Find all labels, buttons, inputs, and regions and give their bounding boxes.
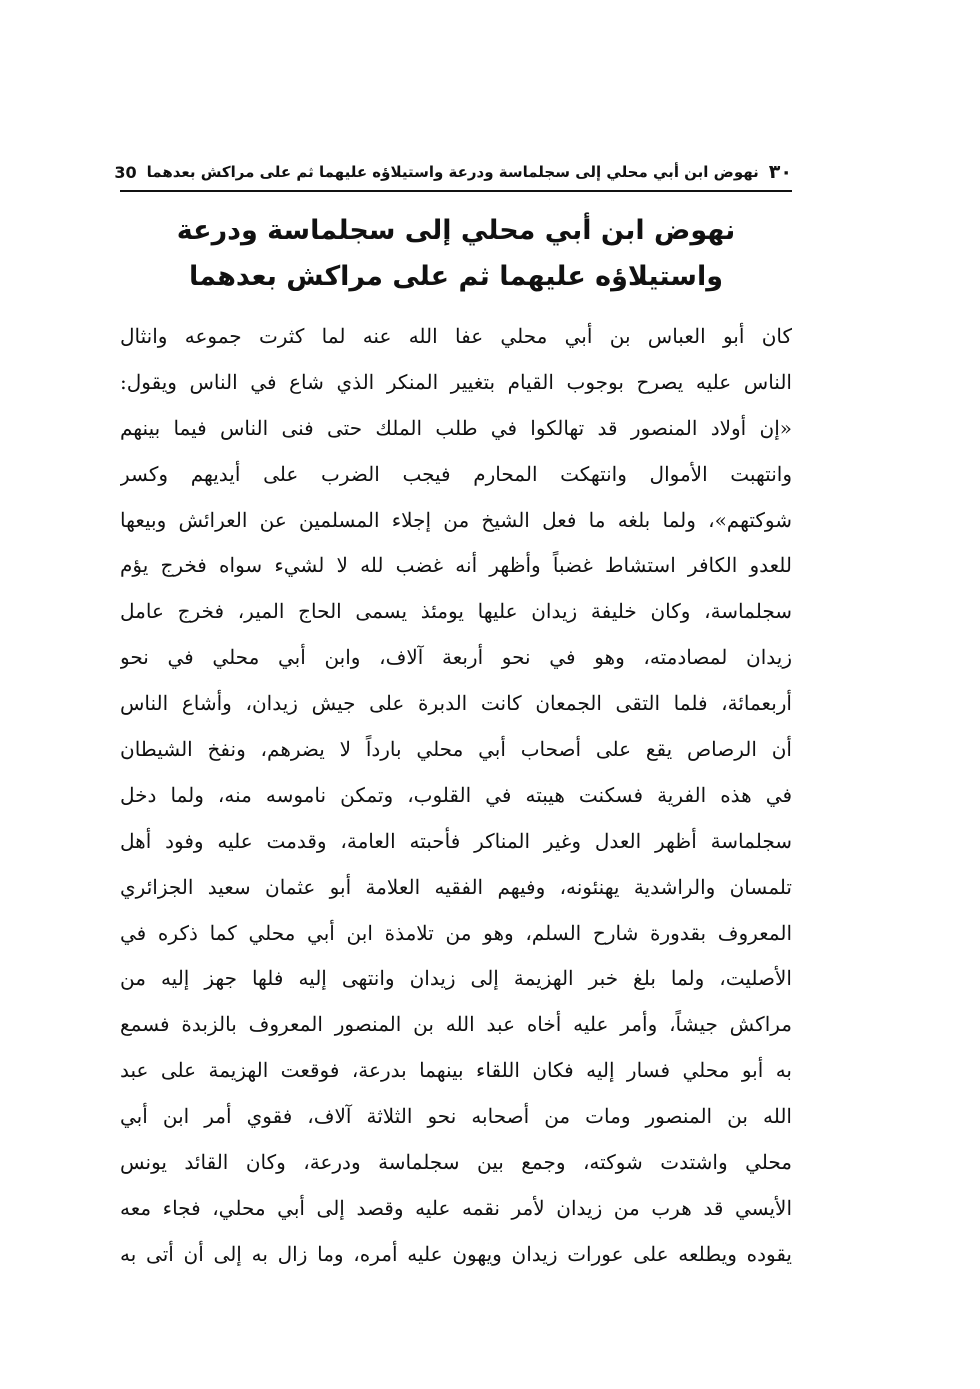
- body-text: [120, 314, 792, 1278]
- body-line: الأيسي قد هرب من زيدان لأمر نقمه عليه وقصد إلى أبي محلي، فجاء معه: [120, 1195, 792, 1220]
- body-line: في هذه الفرية فسكنت هيبته في القلوب، وتمكن ناموسه منه، ولما دخل: [120, 782, 792, 807]
- header-divider: [120, 190, 792, 192]
- chapter-title-line-1: نهوض ابن أبي محلي إلى سجلماسة ودرعة: [176, 215, 736, 246]
- body-line: تلمسان والراشدية يهنئونه، وفيهم الفقيه العلامة أبو عثمان سعيد الجزائري: [120, 874, 792, 899]
- body-line: أربعمائة، فلما التقى الجمعان كانت الدبرة على جيش زيدان، وأشاع الناس: [120, 691, 792, 716]
- body-line: سجلماسة، وكان خليفة زيدان عليها يومئذ يسمى الحاج المير، فخرج عامل: [120, 599, 792, 624]
- body-line: محلي واشتدت شوكته، وجمع بين سجلماسة ودرعة، وكان القائد يونس: [120, 1150, 792, 1175]
- body-line: سجلماسة أظهر العدل وغير المناكر فأحبته العامة، وقدمت عليه وفود أهل: [120, 828, 792, 853]
- body-line: زيدان لمصادمته، وهو في نحو أربعة آلاف، وابن أبي محلي في نحو: [120, 645, 792, 670]
- body-line: الله بن المنصور ومات من أصحابه نحو الثلاثة آلاف، فقوي أمر ابن أبي: [120, 1104, 792, 1129]
- body-line: «إن أولاد المنصور قد تهالكوا في طلب الملك حتى فنى الناس فيما بينهم: [120, 415, 792, 440]
- body-line: شوكتهم»، ولما بلغه ما فعل الشيخ من إجلاء المسلمين عن العرائش وبيعها: [120, 507, 792, 532]
- running-title: نهوض ابن أبي محلي إلى سجلماسة ودرعة واستيلاؤه عليهما ثم على مراكش بعدهما: [146, 163, 759, 181]
- running-header: [114, 156, 792, 188]
- body-line: كان أبو العباس بن أبي محلي عفا الله عنه لما كثرت جموعه وانثال: [120, 324, 792, 348]
- body-line: المعروف بقدورة شارح السلم، وهو من تلامذة ابن أبي محلي كما ذكره في: [120, 920, 792, 945]
- body-line: مراكش جيشاً، وأمر عليه أخاه عبد الله بن المنصور المعروف بالزبدة فسمع: [120, 1012, 792, 1037]
- body-line: الناس عليه يصرح بوجوب القيام بتغيير المنكر الذي شاع في الناس ويقول:: [120, 369, 792, 394]
- body-line: للعدو الكافر استشاط غضباً وأظهر أنه غضب لله لا لشيء سواه فخرج يؤم: [120, 553, 792, 578]
- page-number-arabic: ٣٠: [768, 161, 792, 183]
- body-line: وانتهبت الأموال وانتهكت المحارم فيجب الضرب على أيديهم وكسر: [120, 461, 792, 486]
- body-line: به أبو محلي فسار إليه فكان اللقاء بينهما بدرعة، فوقعت الهزيمة على عبد: [120, 1058, 792, 1083]
- page-number-latin: 30: [114, 162, 137, 182]
- chapter-title: [120, 208, 792, 300]
- body-line: الأصليت، ولما بلغ خبر الهزيمة إلى زيدان وانتهى إليه فلها جهز إليه من: [120, 966, 792, 991]
- body-line: أن الرصاص يقع على أصحاب أبي محلي بارداً لا يضرهم، ونفخ الشيطان: [120, 737, 792, 762]
- chapter-title-line-2: واستيلاؤه عليهما ثم على مراكش بعدهما: [188, 261, 724, 292]
- body-line: يقوده ويطلعه على عورات زيدان ويهون عليه أمره، وما زال به إلى أن أتى به: [120, 1241, 792, 1266]
